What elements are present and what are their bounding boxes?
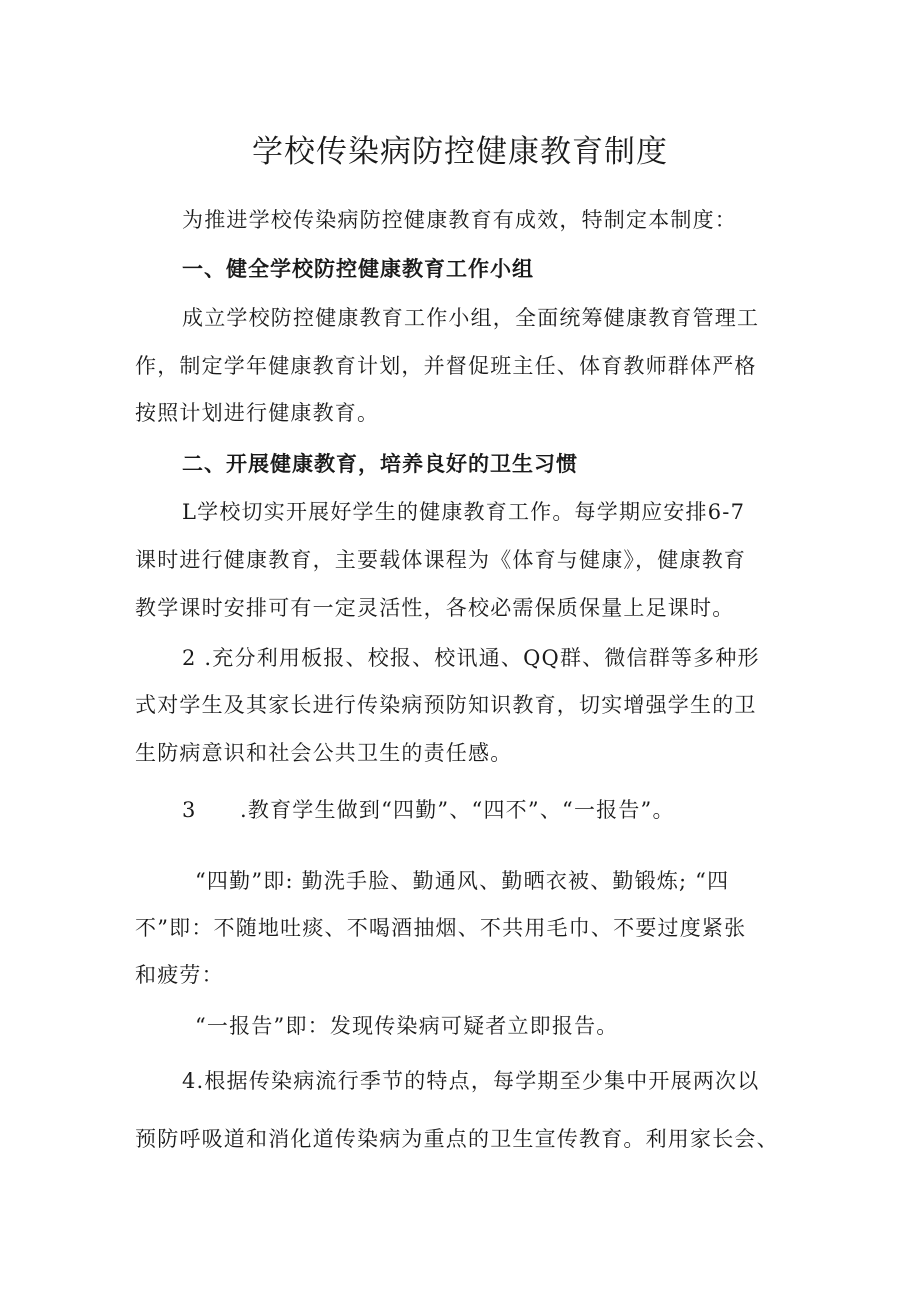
item3-text: .教育学生做到“四勤”、“四不”、“一报告”。 [240, 798, 675, 822]
item4-line: 预防呼吸道和消化道传染病为重点的卫生宣传教育。利用家长会、 [135, 1127, 779, 1151]
section1-line: 作，制定学年健康教育计划，并督促班主任、体育教师群体严格 [135, 354, 757, 378]
item4-line: 4.根据传染病流行季节的特点，每学期至少集中开展两次以 [182, 1069, 760, 1093]
item1-line: L学校切实开展好学生的健康教育工作。每学期应安排6-7 [182, 500, 746, 524]
note2-line: “一报告”即：发现传染病可疑者立即报告。 [195, 1014, 619, 1038]
item1-line: 课时进行健康教育，主要载体课程为《体育与健康》，健康教育 [135, 548, 747, 572]
item2-line: 2 .充分利用板报、校报、校讯通、QQ群、微信群等多种形 [182, 646, 760, 670]
section2-heading: 二、开展健康教育，培养良好的卫生习惯 [182, 452, 578, 476]
note1-line: 不”即：不随地吐痰、不喝酒抽烟、不共用毛巾、不要过度紧张 [135, 916, 747, 940]
item1-line: 教学课时安排可有一定灵活性，各校必需保质保量上足课时。 [135, 596, 735, 620]
document-title: 学校传染病防控健康教育制度 [252, 134, 668, 170]
intro-paragraph: 为推进学校传染病防控健康教育有成效，特制定本制度： [182, 208, 737, 232]
item3-line [182, 795, 832, 825]
note1-line: “四勤”即: 勤洗手脸、勤通风、勤晒衣被、勤锻炼; “四 [195, 869, 730, 893]
section1-heading: 一、健全学校防控健康教育工作小组 [182, 257, 534, 281]
section1-line: 按照计划进行健康教育。 [135, 401, 380, 425]
note1-line: 和疲劳： [135, 963, 224, 987]
item2-line: 式对学生及其家长进行传染病预防知识教育，切实增强学生的卫 [135, 693, 757, 717]
section1-line: 成立学校防控健康教育工作小组，全面统筹健康教育管理工 [182, 306, 760, 330]
item3-number: 3 [182, 798, 197, 822]
item2-line: 生防病意识和社会公共卫生的责任感。 [135, 741, 513, 765]
